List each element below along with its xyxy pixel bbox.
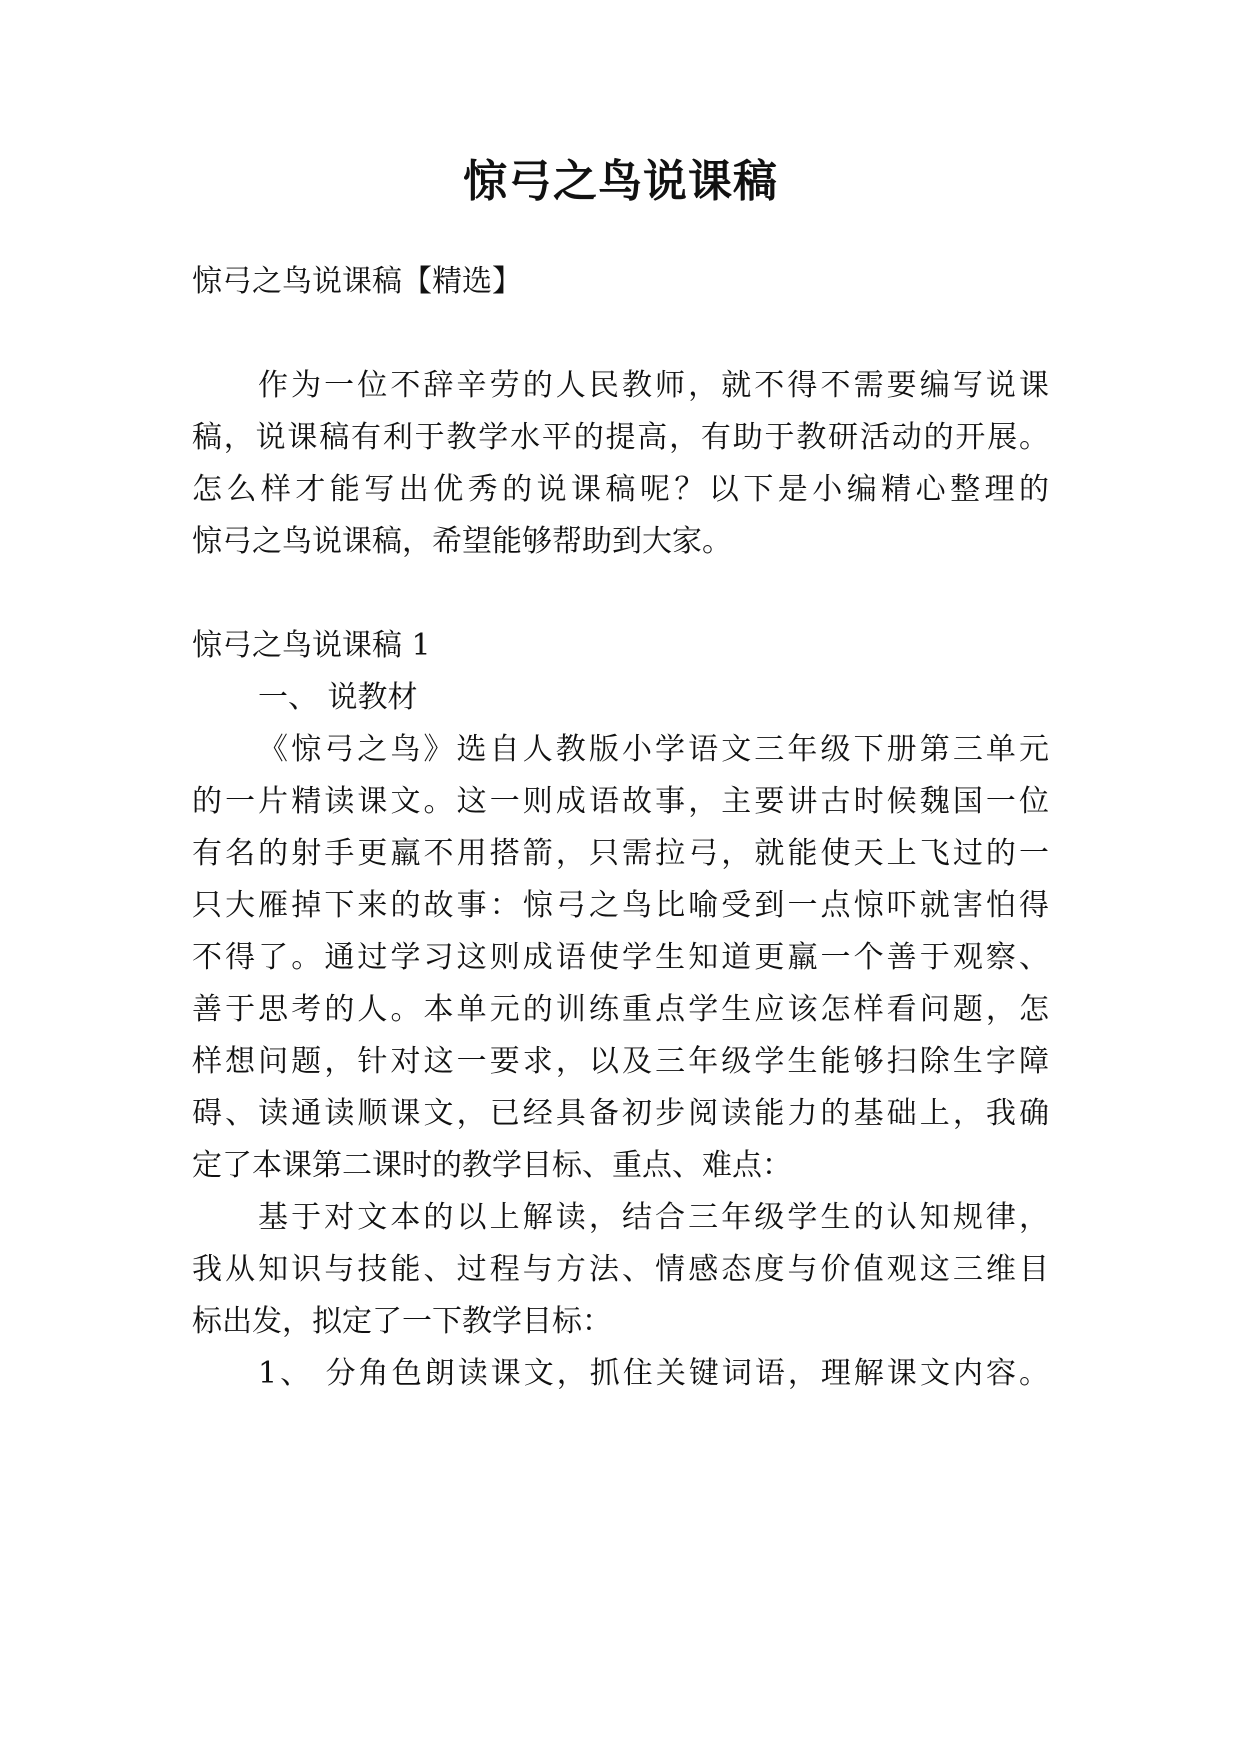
intro-line-4: 惊弓之鸟说课稿，希望能够帮助到大家。 [192,524,732,559]
intro-line-1: 作为一位不辞辛劳的人民教师，就不得不需要编写说课 [258,368,1049,403]
document-title: 惊弓之鸟说课稿 [463,156,778,207]
paragraph2-line-2: 我从知识与技能、过程与方法、情感态度与价值观这三维目 [192,1252,1049,1287]
paragraph1-line-6: 善于思考的人。本单元的训练重点学生应该怎样看问题，怎 [192,992,1049,1027]
list-item-1: 1、 分角色朗读课文，抓住关键词语，理解课文内容。 [258,1356,1049,1391]
section-heading: 惊弓之鸟说课稿 1 [192,628,431,663]
intro-line-3: 怎么样才能写出优秀的说课稿呢？以下是小编精心整理的 [192,472,1049,507]
subsection-heading: 一、 说教材 [258,680,418,715]
paragraph1-line-5: 不得了。通过学习这则成语使学生知道更羸一个善于观察、 [192,940,1049,975]
document-subtitle: 惊弓之鸟说课稿【精选】 [192,264,522,299]
intro-line-2: 稿，说课稿有利于教学水平的提高，有助于教研活动的开展。 [192,420,1049,455]
paragraph1-line-8: 碍、读通读顺课文，已经具备初步阅读能力的基础上，我确 [192,1096,1049,1131]
paragraph1-line-2: 的一片精读课文。这一则成语故事，主要讲古时候魏国一位 [192,784,1049,819]
paragraph1-line-4: 只大雁掉下来的故事：惊弓之鸟比喻受到一点惊吓就害怕得 [192,888,1049,923]
paragraph1-line-9: 定了本课第二课时的教学目标、重点、难点： [192,1148,792,1183]
paragraph1-line-1: 《惊弓之鸟》选自人教版小学语文三年级下册第三单元 [258,732,1049,767]
paragraph2-line-3: 标出发，拟定了一下教学目标： [192,1304,612,1339]
paragraph2-line-1: 基于对文本的以上解读，结合三年级学生的认知规律， [258,1200,1049,1235]
paragraph1-line-7: 样想问题，针对这一要求，以及三年级学生能够扫除生字障 [192,1044,1049,1079]
paragraph1-line-3: 有名的射手更羸不用搭箭，只需拉弓，就能使天上飞过的一 [192,836,1049,871]
